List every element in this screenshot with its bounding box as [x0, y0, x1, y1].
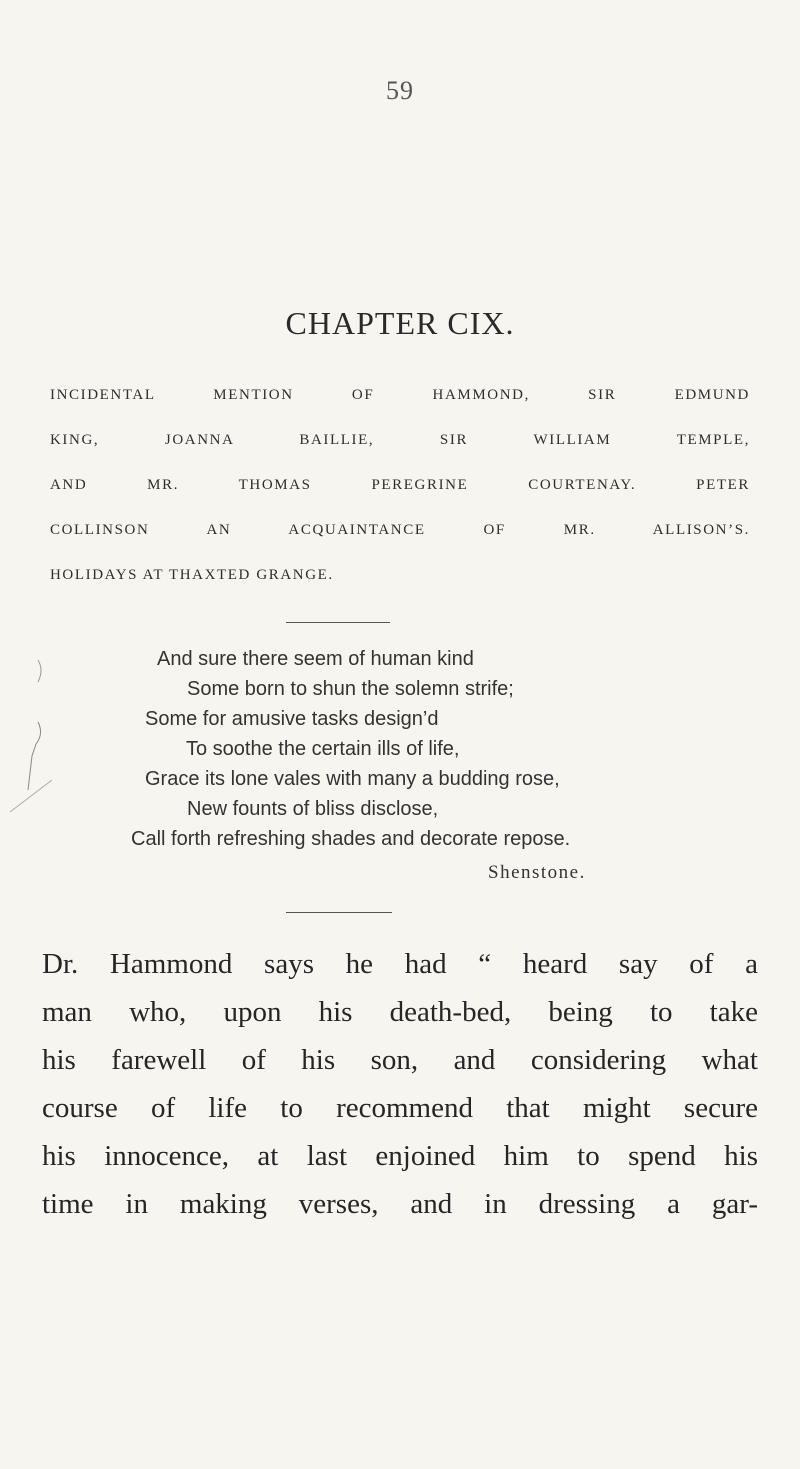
synopsis-line: INCIDENTAL MENTION OF HAMMOND, SIR EDMUND	[50, 387, 750, 403]
body-line: Dr. Hammond says he had “ heard say of a	[42, 948, 758, 980]
section-divider	[286, 912, 392, 913]
poem-line: Call forth refreshing shades and decorate repose.	[131, 828, 571, 850]
body-line: man who, upon his death-bed, being to take	[42, 996, 758, 1028]
poem-line: New founts of bliss disclose,	[187, 798, 439, 820]
body-line: time in making verses, and in dressing a gar-	[42, 1188, 758, 1220]
body-line: course of life to recommend that might secure	[42, 1092, 758, 1124]
body-line: his innocence, at last enjoined him to spend his	[42, 1140, 758, 1172]
section-divider	[286, 622, 390, 623]
synopsis-line: AND MR. THOMAS PEREGRINE COURTENAY. PETER	[50, 477, 750, 493]
body-line: his farewell of his son, and considering what	[42, 1044, 758, 1076]
chapter-title: CHAPTER CIX.	[285, 305, 515, 341]
body-text	[42, 942, 758, 1230]
epigraph-attribution: Shenstone.	[488, 862, 586, 883]
poem-line: Some born to shun the solemn strife;	[187, 678, 514, 700]
synopsis-line: HOLIDAYS AT THAXTED GRANGE.	[50, 567, 334, 583]
margin-pencil-mark	[0, 660, 60, 820]
synopsis-line: KING, JOANNA BAILLIE, SIR WILLIAM TEMPLE,	[50, 432, 750, 448]
chapter-synopsis	[50, 384, 750, 609]
synopsis-line: COLLINSON AN ACQUAINTANCE OF MR. ALLISON’S.	[50, 522, 750, 538]
poem-line: Grace its lone vales with many a budding rose,	[145, 768, 560, 790]
page-number: 59	[386, 76, 414, 105]
poem-line: Some for amusive tasks design’d	[145, 708, 439, 730]
poem-line: And sure there seem of human kind	[157, 648, 474, 670]
poem-line: To soothe the certain ills of life,	[186, 738, 460, 760]
